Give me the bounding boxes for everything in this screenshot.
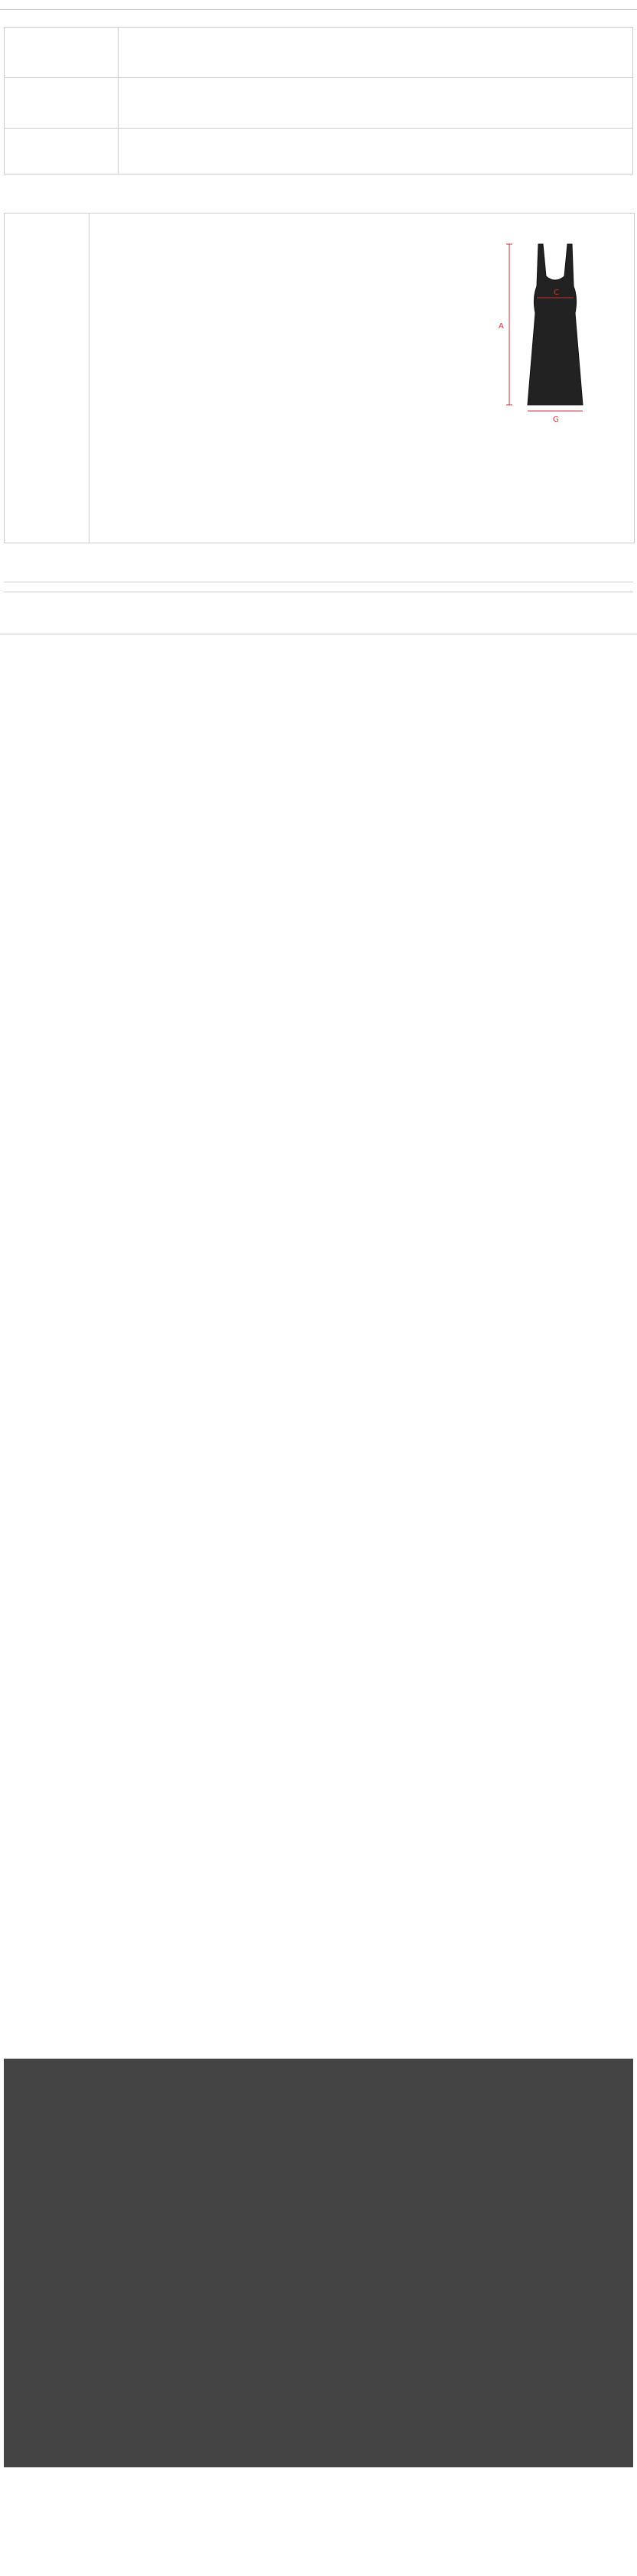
svg-text:G: G: [553, 416, 559, 424]
size-chart-title: [0, 0, 637, 10]
svg-text:C: C: [554, 289, 559, 297]
fitting-report-title: [0, 624, 637, 634]
washing-heading: [4, 582, 633, 592]
svg-text:A: A: [499, 322, 504, 331]
washing-body: [4, 592, 633, 611]
notes-panel: [4, 2059, 633, 2467]
basic-information-panel: [4, 213, 635, 543]
origin-value: [119, 28, 633, 78]
tank-top-illustration: [479, 214, 632, 428]
page: [0, 0, 637, 637]
basic-information-heading: [5, 214, 89, 543]
composition-label: [5, 78, 119, 129]
other-label: [5, 129, 119, 174]
washing-instruction: [4, 582, 633, 611]
attribute-grid: [5, 214, 471, 543]
other-value: [119, 129, 633, 174]
origin-label: [5, 28, 119, 78]
garment-figure: [479, 214, 632, 543]
composition-value: [119, 78, 633, 129]
fabric-info-table: [4, 27, 633, 174]
